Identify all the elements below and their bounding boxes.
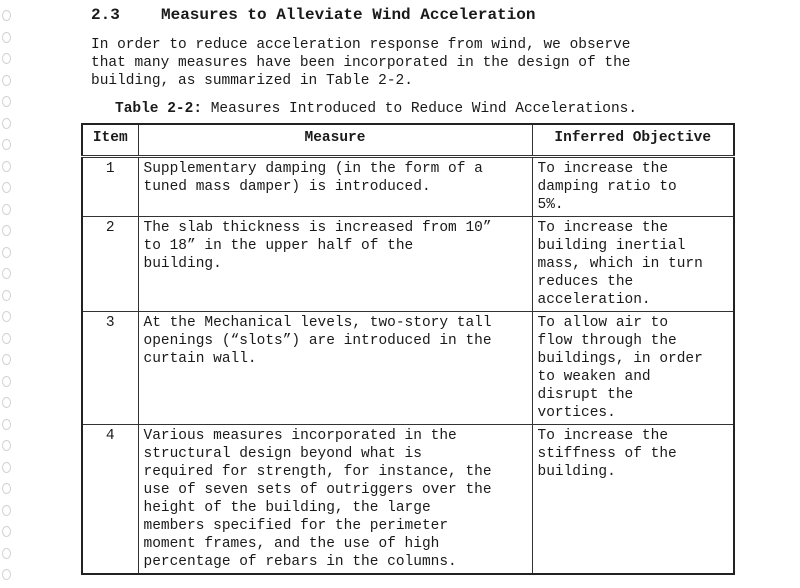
header-objective: Inferred Objective bbox=[532, 124, 734, 157]
measure-line: Various measures incorporated in the bbox=[143, 428, 457, 444]
measure-line: At the Mechanical levels, two-story tall bbox=[143, 315, 492, 331]
objective-line: reduces the bbox=[537, 274, 634, 290]
binder-hole bbox=[2, 505, 11, 516]
intro-line: building, as summarized in Table 2-2. bbox=[91, 73, 413, 89]
measure-line: percentage of rebars in the columns. bbox=[143, 554, 457, 570]
table-caption bbox=[115, 101, 637, 117]
objective-line: building inertial bbox=[537, 238, 686, 254]
row-objective bbox=[532, 217, 734, 312]
binder-hole bbox=[2, 118, 11, 129]
objective-line: buildings, in order bbox=[537, 351, 703, 367]
binder-hole bbox=[2, 182, 11, 193]
table-row bbox=[82, 217, 734, 312]
objective-line: flow through the bbox=[537, 333, 677, 349]
measure-line: moment frames, and the use of high bbox=[143, 536, 440, 552]
objective-line: 5%. bbox=[537, 197, 564, 213]
binder-hole bbox=[2, 376, 11, 387]
measure-line: required for strength, for instance, the bbox=[143, 464, 492, 480]
binder-hole bbox=[2, 204, 11, 215]
objective-line: To increase the bbox=[537, 428, 669, 444]
header-measure: Measure bbox=[138, 124, 532, 157]
row-measure bbox=[138, 425, 532, 575]
binder-hole bbox=[2, 311, 11, 322]
row-measure bbox=[138, 217, 532, 312]
table-row bbox=[82, 157, 734, 217]
binder-hole bbox=[2, 419, 11, 430]
binder-hole bbox=[2, 10, 11, 21]
binder-hole bbox=[2, 440, 11, 451]
objective-line: damping ratio to bbox=[537, 179, 677, 195]
binder-hole bbox=[2, 569, 11, 580]
intro-line: that many measures have been incorporated in the design of the bbox=[91, 55, 631, 71]
intro-line: In order to reduce acceleration response from wind, we observe bbox=[91, 37, 631, 53]
row-item-number: 4 bbox=[82, 425, 138, 575]
objective-line: To allow air to bbox=[537, 315, 669, 331]
row-measure bbox=[138, 157, 532, 217]
row-item-number: 3 bbox=[82, 312, 138, 425]
table-caption-label: Table 2-2: bbox=[115, 101, 203, 117]
table-caption-text: Measures Introduced to Reduce Wind Accelerations. bbox=[202, 101, 638, 117]
row-objective bbox=[532, 312, 734, 425]
binder-hole bbox=[2, 161, 11, 172]
section-heading bbox=[91, 6, 535, 24]
row-measure bbox=[138, 312, 532, 425]
row-objective bbox=[532, 425, 734, 575]
measure-line: building. bbox=[143, 256, 222, 272]
table-row bbox=[82, 425, 734, 575]
binder-hole bbox=[2, 247, 11, 258]
binder-hole bbox=[2, 53, 11, 64]
objective-line: disrupt the bbox=[537, 387, 634, 403]
measure-line: use of seven sets of outriggers over the bbox=[143, 482, 492, 498]
table-row bbox=[82, 312, 734, 425]
row-item-number: 1 bbox=[82, 157, 138, 217]
objective-line: building. bbox=[537, 464, 616, 480]
binder-hole bbox=[2, 268, 11, 279]
binder-hole bbox=[2, 75, 11, 86]
objective-line: To increase the bbox=[537, 220, 669, 236]
objective-line: vortices. bbox=[537, 405, 616, 421]
objective-line: mass, which in turn bbox=[537, 256, 703, 272]
measure-line: The slab thickness is increased from 10” bbox=[143, 220, 492, 236]
binder-hole bbox=[2, 290, 11, 301]
binder-hole bbox=[2, 462, 11, 473]
binder-hole bbox=[2, 483, 11, 494]
intro-paragraph bbox=[91, 36, 691, 90]
section-title: Measures to Alleviate Wind Acceleration bbox=[161, 6, 536, 24]
binder-hole bbox=[2, 333, 11, 344]
measure-line: openings (“slots”) are introduced in the bbox=[143, 333, 492, 349]
measure-line: height of the building, the large bbox=[143, 500, 431, 516]
measure-line: tuned mass damper) is introduced. bbox=[143, 179, 431, 195]
binder-hole bbox=[2, 548, 11, 559]
table-header-row bbox=[82, 124, 734, 157]
objective-line: stiffness of the bbox=[537, 446, 677, 462]
measure-line: structural design beyond what is bbox=[143, 446, 422, 462]
binder-hole bbox=[2, 526, 11, 537]
header-item: Item bbox=[82, 124, 138, 157]
section-number: 2.3 bbox=[91, 6, 120, 24]
binder-hole bbox=[2, 354, 11, 365]
objective-line: To increase the bbox=[537, 161, 669, 177]
binder-hole bbox=[2, 32, 11, 43]
row-objective bbox=[532, 157, 734, 217]
binder-hole bbox=[2, 397, 11, 408]
measures-table bbox=[81, 123, 735, 575]
objective-line: acceleration. bbox=[537, 292, 651, 308]
binder-hole bbox=[2, 96, 11, 107]
measure-line: to 18” in the upper half of the bbox=[143, 238, 414, 254]
binder-holes bbox=[2, 0, 14, 588]
measure-line: members specified for the perimeter bbox=[143, 518, 449, 534]
binder-hole bbox=[2, 139, 11, 150]
objective-line: to weaken and bbox=[537, 369, 651, 385]
measure-line: Supplementary damping (in the form of a bbox=[143, 161, 483, 177]
binder-hole bbox=[2, 225, 11, 236]
measure-line: curtain wall. bbox=[143, 351, 257, 367]
row-item-number: 2 bbox=[82, 217, 138, 312]
